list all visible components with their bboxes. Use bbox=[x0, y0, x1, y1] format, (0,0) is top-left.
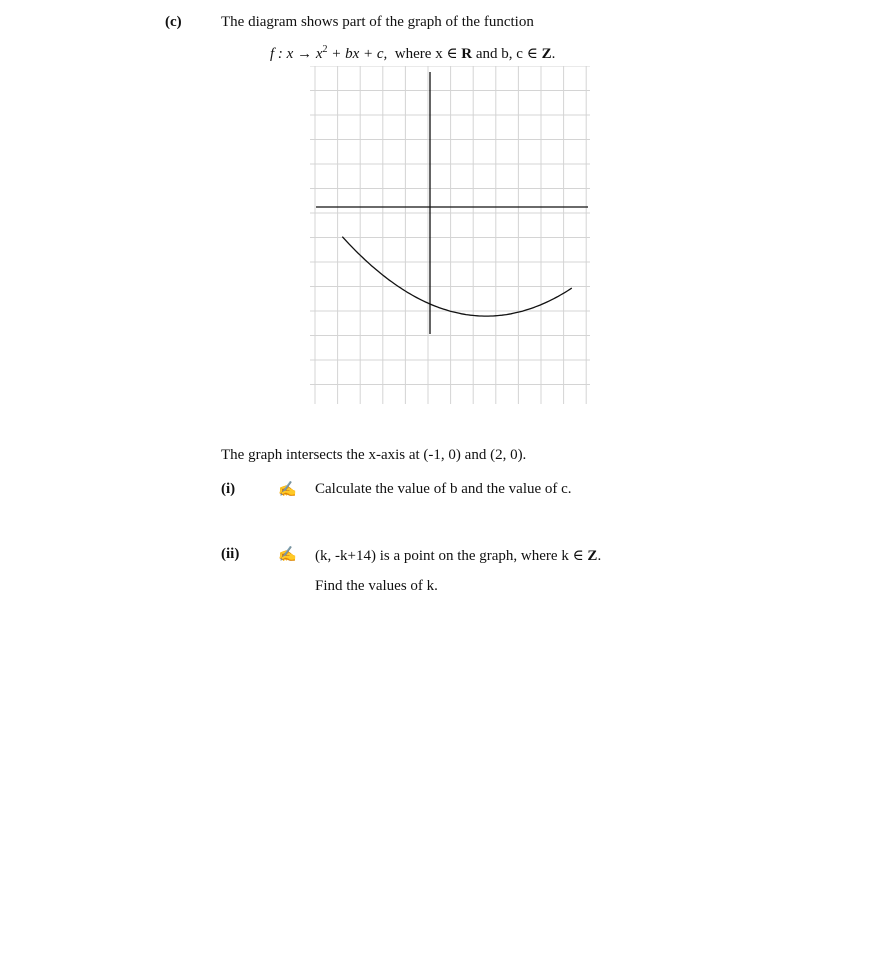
grid bbox=[310, 66, 590, 404]
parabola-graph bbox=[310, 66, 592, 404]
formula-Z: Z bbox=[541, 46, 552, 62]
parabola-curve bbox=[342, 237, 572, 316]
part-ii-end: . bbox=[597, 548, 602, 564]
intro-text: The diagram shows part of the graph of the function bbox=[221, 14, 534, 30]
question-label: (c) bbox=[165, 14, 182, 30]
formula-map: : x → x bbox=[274, 46, 323, 62]
part-i-label: (i) bbox=[221, 481, 236, 497]
intersection-statement: The graph intersects the x-axis at (-1, 0) and (2, 0). bbox=[221, 447, 527, 463]
formula-and: and b, c ∈ bbox=[472, 46, 542, 62]
part-i-text: Calculate the value of b and the value of c. bbox=[315, 481, 572, 497]
part-ii-Z: Z bbox=[587, 548, 598, 564]
formula-R: R bbox=[461, 46, 473, 62]
formula-sup: 2 bbox=[322, 44, 328, 55]
pencil-icon: ✍ bbox=[278, 482, 297, 498]
part-ii-followup: Find the values of k. bbox=[315, 578, 438, 594]
part-ii-text bbox=[315, 546, 601, 565]
curve bbox=[342, 237, 572, 316]
axes bbox=[316, 72, 588, 334]
formula-end: . bbox=[551, 46, 556, 62]
pencil-icon: ✍ bbox=[278, 547, 297, 563]
formula-f: f bbox=[270, 46, 275, 62]
formula-rest: + bx + c, bbox=[327, 46, 388, 62]
part-ii-label: (ii) bbox=[221, 546, 240, 562]
part-ii-main: (k, -k+14) is a point on the graph, where k ∈ bbox=[315, 548, 588, 564]
function-formula bbox=[270, 44, 555, 63]
formula-where: where x ∈ bbox=[394, 46, 462, 62]
